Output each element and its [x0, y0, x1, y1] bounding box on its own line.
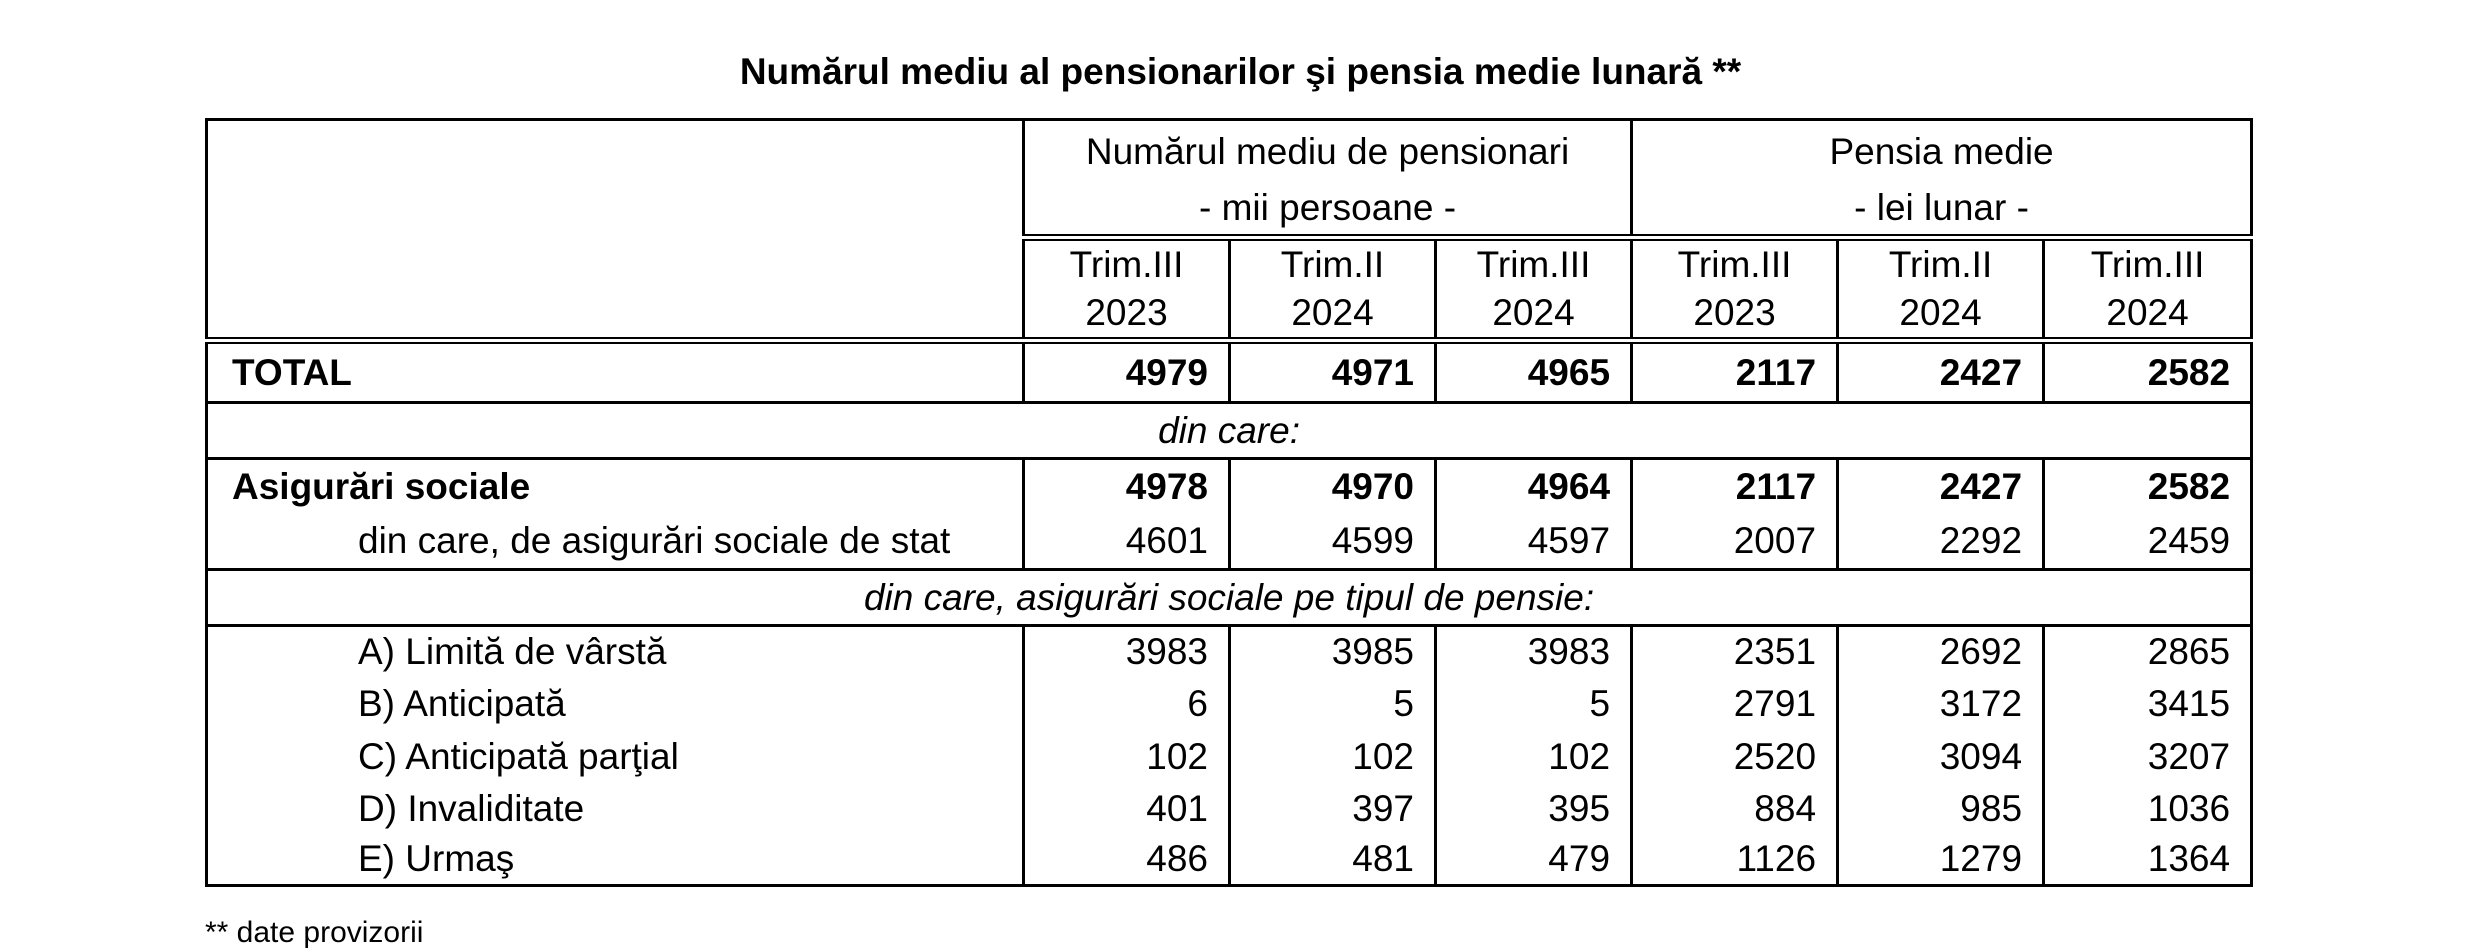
value-cell: 4601 — [1024, 514, 1230, 570]
value-cell: 6 — [1024, 678, 1230, 731]
value-cell: 2582 — [2044, 459, 2252, 514]
section-din-care — [207, 403, 2252, 459]
value-cell: 3985 — [1230, 626, 1436, 678]
row-label: C) Anticipată parţial — [207, 731, 1024, 784]
row-label: TOTAL — [207, 341, 1024, 403]
period-2-year: 2024 — [1230, 290, 1436, 341]
header-group1-unit: - mii persoane - — [1024, 183, 1632, 238]
value-cell: 3172 — [1838, 678, 2044, 731]
table-row-category-c — [207, 731, 2252, 784]
value-cell: 1279 — [1838, 835, 2044, 886]
value-cell: 3983 — [1024, 626, 1230, 678]
value-cell: 4978 — [1024, 459, 1230, 514]
header-group-row — [207, 120, 2252, 183]
table-row-de-stat — [207, 514, 2252, 570]
value-cell: 3415 — [2044, 678, 2252, 731]
period-2-quarter: Trim.II — [1230, 238, 1436, 290]
value-cell: 4599 — [1230, 514, 1436, 570]
value-cell: 2351 — [1632, 626, 1838, 678]
period-4-quarter: Trim.III — [1632, 238, 1838, 290]
header-corner-cell — [207, 120, 1024, 341]
period-6-quarter: Trim.III — [2044, 238, 2252, 290]
pension-table — [205, 118, 2253, 887]
value-cell: 4970 — [1230, 459, 1436, 514]
section-tip-pensie — [207, 570, 2252, 626]
value-cell: 2692 — [1838, 626, 2044, 678]
value-cell: 5 — [1230, 678, 1436, 731]
period-6-year: 2024 — [2044, 290, 2252, 341]
period-3-year: 2024 — [1436, 290, 1632, 341]
footnote: ** date provizorii — [205, 916, 424, 949]
value-cell: 4964 — [1436, 459, 1632, 514]
value-cell: 4965 — [1436, 341, 1632, 403]
row-label: Asigurări sociale — [207, 459, 1024, 514]
value-cell: 486 — [1024, 835, 1230, 886]
value-cell: 102 — [1024, 731, 1230, 784]
period-5-year: 2024 — [1838, 290, 2044, 341]
section-label: din care: — [207, 403, 2252, 459]
value-cell: 395 — [1436, 784, 1632, 835]
table-row-category-e — [207, 835, 2252, 886]
row-label: B) Anticipată — [207, 678, 1024, 731]
value-cell: 102 — [1230, 731, 1436, 784]
value-cell: 2427 — [1838, 341, 2044, 403]
header-group2-name: Pensia medie — [1632, 120, 2252, 183]
header-group1-name: Numărul mediu de pensionari — [1024, 120, 1632, 183]
value-cell: 2520 — [1632, 731, 1838, 784]
value-cell: 2791 — [1632, 678, 1838, 731]
value-cell: 2459 — [2044, 514, 2252, 570]
value-cell: 2427 — [1838, 459, 2044, 514]
value-cell: 4597 — [1436, 514, 1632, 570]
value-cell: 1126 — [1632, 835, 1838, 886]
value-cell: 2117 — [1632, 459, 1838, 514]
value-cell: 2292 — [1838, 514, 2044, 570]
value-cell: 102 — [1436, 731, 1632, 784]
value-cell: 3094 — [1838, 731, 2044, 784]
period-4-year: 2023 — [1632, 290, 1838, 341]
value-cell: 401 — [1024, 784, 1230, 835]
value-cell: 2007 — [1632, 514, 1838, 570]
table-row-category-b — [207, 678, 2252, 731]
value-cell: 1364 — [2044, 835, 2252, 886]
value-cell: 884 — [1632, 784, 1838, 835]
value-cell: 479 — [1436, 835, 1632, 886]
value-cell: 4979 — [1024, 341, 1230, 403]
period-3-quarter: Trim.III — [1436, 238, 1632, 290]
table-row-category-a — [207, 626, 2252, 678]
period-5-quarter: Trim.II — [1838, 238, 2044, 290]
section-label: din care, asigurări sociale pe tipul de pensie: — [207, 570, 2252, 626]
row-label: din care, de asigurări sociale de stat — [207, 514, 1024, 570]
value-cell: 2117 — [1632, 341, 1838, 403]
value-cell: 4971 — [1230, 341, 1436, 403]
period-1-year: 2023 — [1024, 290, 1230, 341]
table-row-category-d — [207, 784, 2252, 835]
period-1-quarter: Trim.III — [1024, 238, 1230, 290]
value-cell: 5 — [1436, 678, 1632, 731]
value-cell: 2582 — [2044, 341, 2252, 403]
value-cell: 481 — [1230, 835, 1436, 886]
value-cell: 397 — [1230, 784, 1436, 835]
table-row-asigurari — [207, 459, 2252, 514]
value-cell: 3983 — [1436, 626, 1632, 678]
value-cell: 3207 — [2044, 731, 2252, 784]
table-row-total — [207, 341, 2252, 403]
table-title: Numărul mediu al pensionarilor şi pensia medie lunară ** — [739, 51, 1742, 92]
value-cell: 2865 — [2044, 626, 2252, 678]
header-group2-unit: - lei lunar - — [1632, 183, 2252, 238]
row-label: E) Urmaş — [207, 835, 1024, 886]
row-label: D) Invaliditate — [207, 784, 1024, 835]
value-cell: 985 — [1838, 784, 2044, 835]
value-cell: 1036 — [2044, 784, 2252, 835]
row-label: A) Limită de vârstă — [207, 626, 1024, 678]
